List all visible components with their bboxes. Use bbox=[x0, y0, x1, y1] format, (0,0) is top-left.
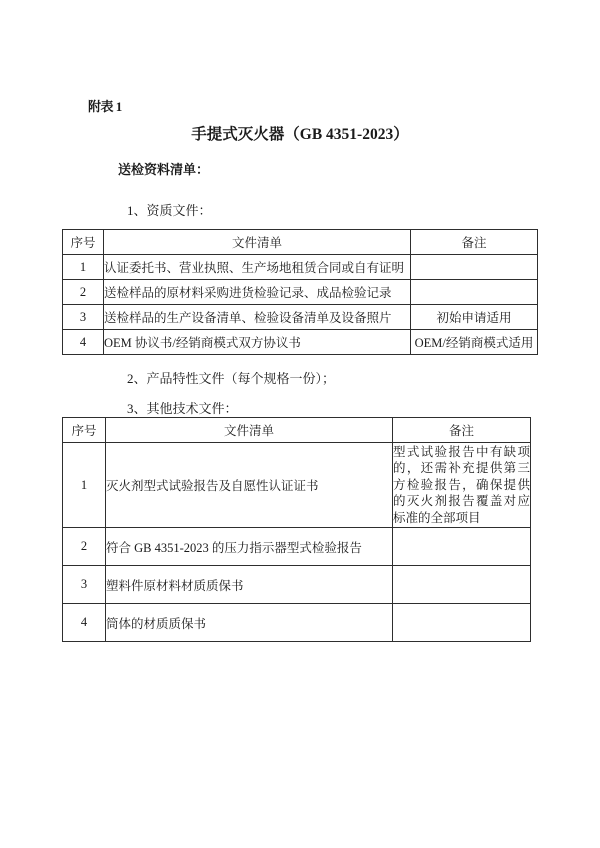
cell-list: 塑料件原材料材质质保书 bbox=[106, 566, 393, 604]
cell-no: 4 bbox=[63, 604, 106, 642]
header-no: 序号 bbox=[63, 230, 104, 255]
section-2-heading: 2、产品特性文件（每个规格一份）； bbox=[127, 371, 336, 386]
cell-note: 型式试验报告中有缺项的，还需补充提供第三方检验报告，确保提供的灭火剂报告覆盖对应标准的全部项目 bbox=[393, 443, 531, 528]
header-list: 文件清单 bbox=[104, 230, 411, 255]
cell-no: 3 bbox=[63, 566, 106, 604]
table-row bbox=[63, 330, 538, 355]
cell-list: 符合 GB 4351-2023 的压力指示器型式检验报告 bbox=[106, 528, 393, 566]
cell-no: 1 bbox=[63, 255, 104, 280]
qualification-documents-table bbox=[62, 229, 538, 355]
cell-list: 筒体的材质质保书 bbox=[106, 604, 393, 642]
cell-list: OEM 协议书/经销商模式双方协议书 bbox=[104, 330, 411, 355]
header-no: 序号 bbox=[63, 418, 106, 443]
cell-list: 送检样品的生产设备清单、检验设备清单及设备照片 bbox=[104, 305, 411, 330]
table-row bbox=[63, 443, 531, 528]
cell-note: 初始申请适用 bbox=[411, 305, 538, 330]
table-row bbox=[63, 528, 531, 566]
cell-list: 送检样品的原材料采购进货检验记录、成品检验记录 bbox=[104, 280, 411, 305]
table-header-row bbox=[63, 418, 531, 443]
table-row bbox=[63, 255, 538, 280]
materials-list-heading: 送检资料清单： bbox=[118, 162, 210, 177]
cell-note bbox=[411, 280, 538, 305]
table-row bbox=[63, 604, 531, 642]
cell-no: 1 bbox=[63, 443, 106, 528]
cell-no: 2 bbox=[63, 528, 106, 566]
cell-list: 灭火剂型式试验报告及自愿性认证证书 bbox=[106, 443, 393, 528]
header-note: 备注 bbox=[411, 230, 538, 255]
cell-note: OEM/经销商模式适用 bbox=[411, 330, 538, 355]
cell-note bbox=[393, 566, 531, 604]
cell-no: 4 bbox=[63, 330, 104, 355]
page-title: 手提式灭火器（GB 4351-2023） bbox=[191, 126, 409, 143]
cell-no: 2 bbox=[63, 280, 104, 305]
table-row bbox=[63, 566, 531, 604]
cell-note bbox=[393, 528, 531, 566]
section-1-heading: 1、资质文件： bbox=[127, 203, 212, 218]
section-3-heading: 3、其他技术文件： bbox=[127, 401, 238, 416]
table-row bbox=[63, 280, 538, 305]
header-list: 文件清单 bbox=[106, 418, 393, 443]
table-row bbox=[63, 305, 538, 330]
header-note: 备注 bbox=[393, 418, 531, 443]
cell-no: 3 bbox=[63, 305, 104, 330]
cell-list: 认证委托书、营业执照、生产场地租赁合同或自有证明 bbox=[104, 255, 411, 280]
cell-note bbox=[411, 255, 538, 280]
appendix-label: 附表 1 bbox=[88, 99, 122, 114]
table-header-row bbox=[63, 230, 538, 255]
technical-documents-table bbox=[62, 417, 531, 642]
cell-note bbox=[393, 604, 531, 642]
